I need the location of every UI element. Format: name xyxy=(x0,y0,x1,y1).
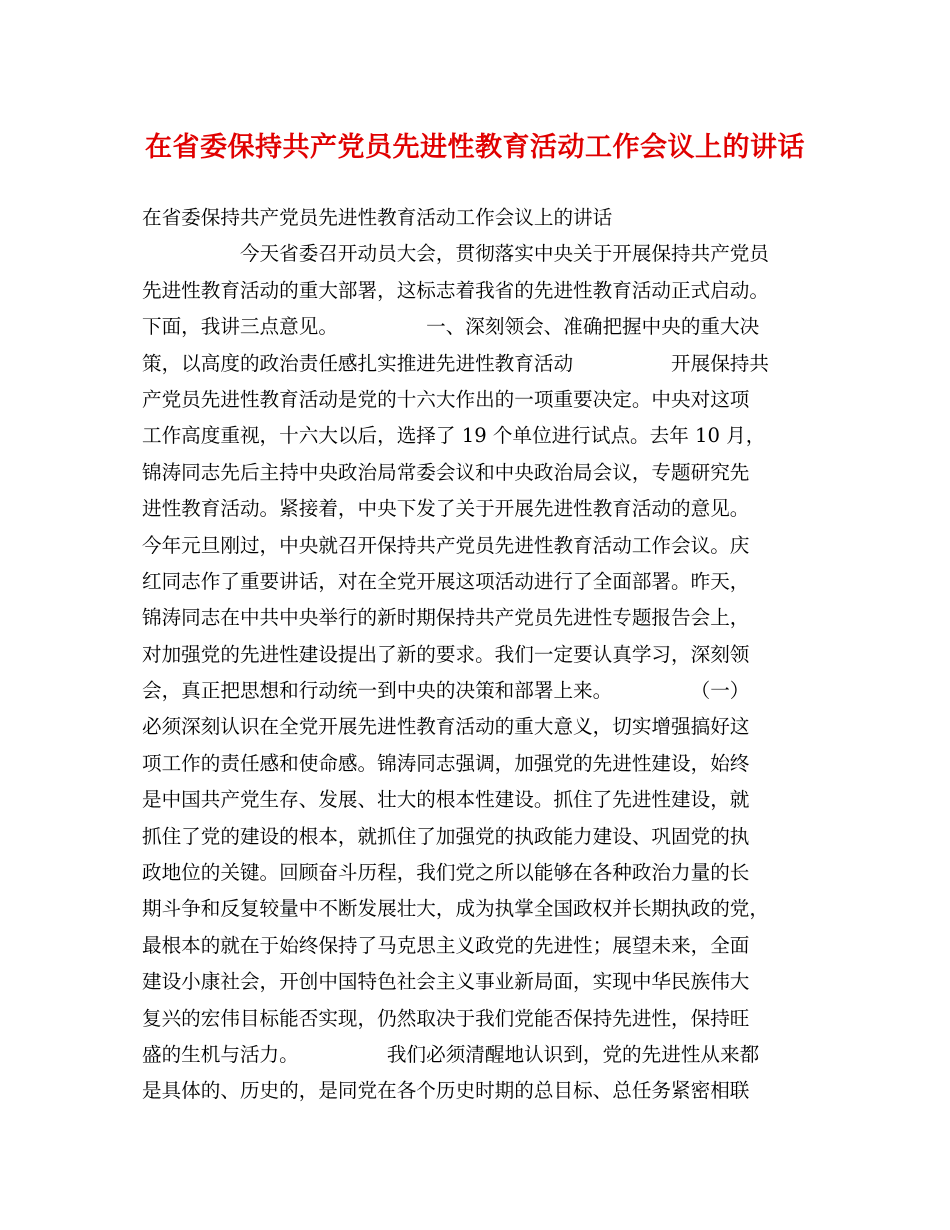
body-line: 今天省委召开动员大会，贯彻落实中央关于开展保持共产党员 xyxy=(142,242,769,266)
body-line: 建设小康社会，开创中国特色社会主义事业新局面，实现中华民族伟大 xyxy=(142,970,750,994)
body-line: 是具体的、历史的，是同党在各个历史时期的总目标、总任务紧密相联 xyxy=(142,1079,750,1103)
body-line: 必须深刻认识在全党开展先进性教育活动的重大意义，切实增强搞好这 xyxy=(142,715,750,739)
body-line: 政地位的关键。回顾奋斗历程，我们党之所以能够在各种政治力量的长 xyxy=(142,861,750,885)
body-line: 会，真正把思想和行动统一到中央的决策和部署上来。 （一） xyxy=(142,679,750,703)
body-line: 策，以高度的政治责任感扎实推进先进性教育活动 开展保持共 xyxy=(142,351,769,375)
body-line: 锦涛同志先后主持中央政治局常委会议和中央政治局会议，专题研究先 xyxy=(142,460,750,484)
body-line: 产党员先进性教育活动是党的十六大作出的一项重要决定。中央对这项 xyxy=(142,387,750,411)
body-line: 今年元旦刚过，中央就召开保持共产党员先进性教育活动工作会议。庆 xyxy=(142,533,750,557)
document-body xyxy=(142,200,842,1110)
body-line: 抓住了党的建设的根本，就抓住了加强党的执政能力建设、巩固党的执 xyxy=(142,824,750,848)
body-line: 盛的生机与活力。 我们必须清醒地认识到，党的先进性从来都 xyxy=(142,1042,760,1066)
body-line: 在省委保持共产党员先进性教育活动工作会议上的讲话 xyxy=(142,206,613,229)
body-line: 下面，我讲三点意见。 一、深刻领会、准确把握中央的重大决 xyxy=(142,315,760,339)
body-line: 复兴的宏伟目标能否实现，仍然取决于我们党能否保持先进性，保持旺 xyxy=(142,1006,750,1030)
body-line: 工作高度重视，十六大以后，选择了 19 个单位进行试点。去年 10 月， xyxy=(142,424,766,448)
body-line: 最根本的就在于始终保持了马克思主义政党的先进性；展望未来，全面 xyxy=(142,933,750,957)
body-line: 红同志作了重要讲话，对在全党开展这项活动进行了全面部署。昨天， xyxy=(142,569,750,593)
body-line: 锦涛同志在中共中央举行的新时期保持共产党员先进性专题报告会上， xyxy=(142,606,750,630)
body-line: 是中国共产党生存、发展、壮大的根本性建设。抓住了先进性建设，就 xyxy=(142,788,750,812)
document-title: 在省委保持共产党员先进性教育活动工作会议上的讲话 xyxy=(145,132,805,163)
body-line: 项工作的责任感和使命感。锦涛同志强调，加强党的先进性建设，始终 xyxy=(142,751,750,775)
body-line: 进性教育活动。紧接着，中央下发了关于开展先进性教育活动的意见。 xyxy=(142,497,750,521)
body-line: 期斗争和反复较量中不断发展壮大，成为执掌全国政权并长期执政的党， xyxy=(142,897,769,921)
body-line: 对加强党的先进性建设提出了新的要求。我们一定要认真学习，深刻领 xyxy=(142,642,750,666)
body-line: 先进性教育活动的重大部署，这标志着我省的先进性教育活动正式启动。 xyxy=(142,278,769,302)
